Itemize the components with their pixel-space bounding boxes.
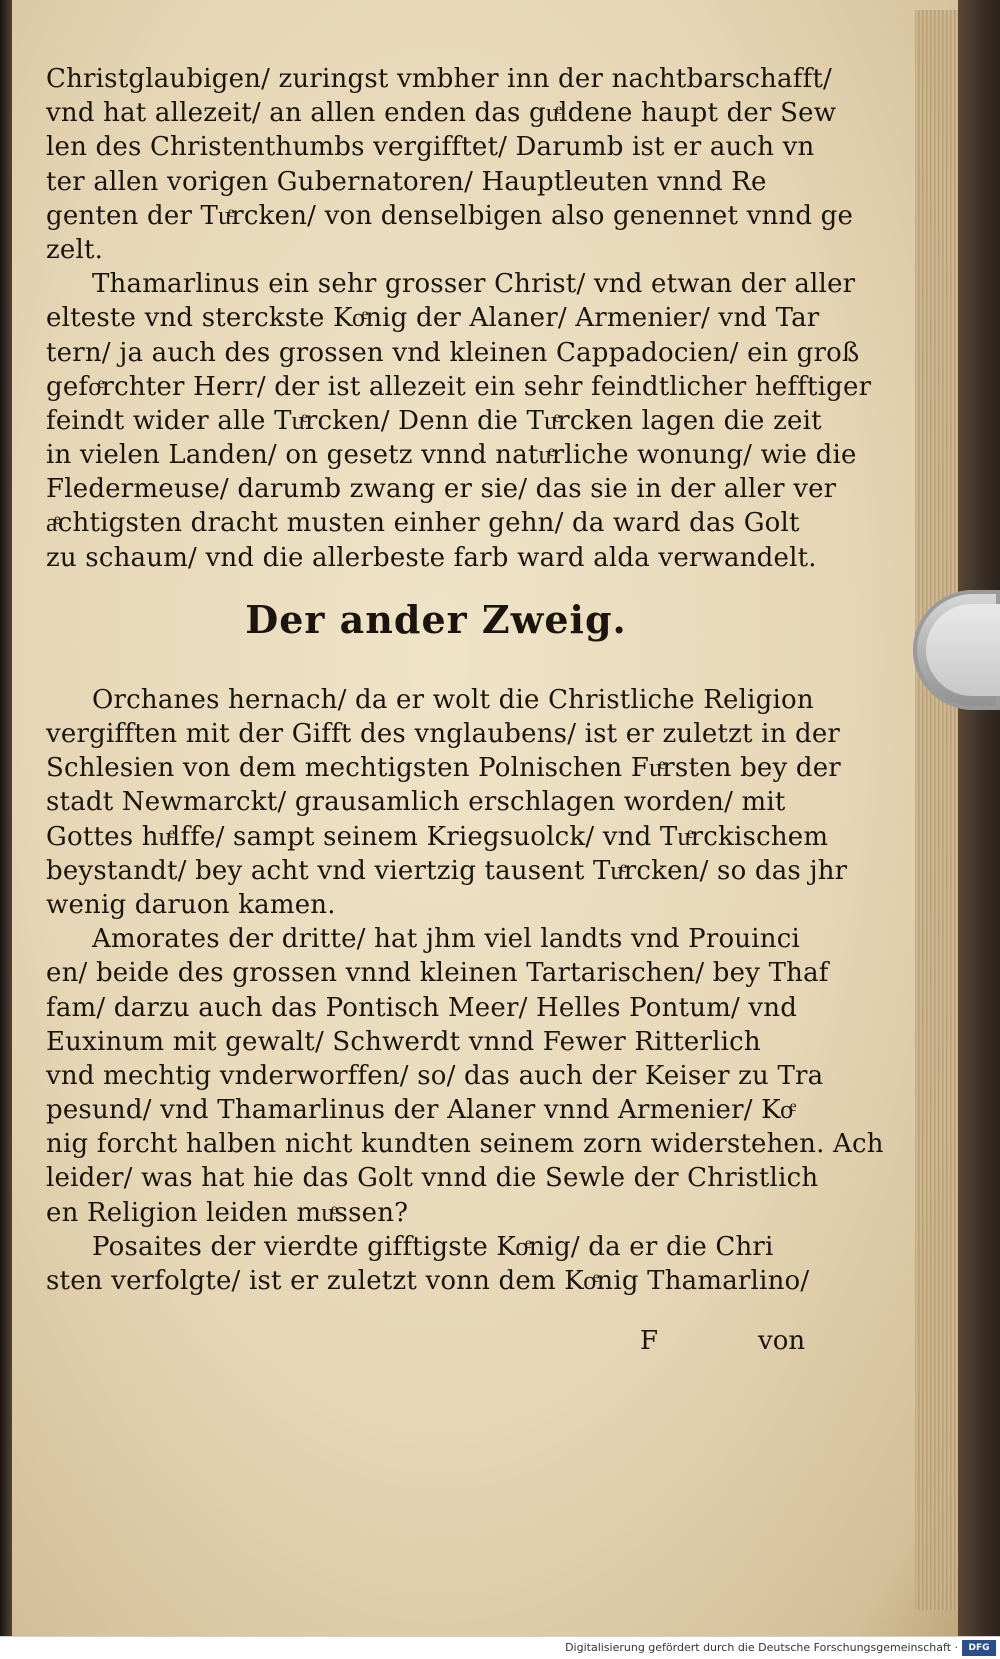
text-line: beystandt/ bey acht vnd viertzig tausent Tuͤrcken/ so das jhr	[46, 855, 848, 886]
text-line: Euxinum mit gewalt/ Schwerdt vnnd Fewer Ritterlich	[46, 1026, 761, 1057]
text-line: gefoͤrchter Herr/ der ist allezeit ein sehr feindtlicher hefftiger	[46, 371, 872, 402]
text-line: en/ beide des grossen vnnd kleinen Tartarischen/ bey Thaf	[46, 958, 829, 989]
text-line: zelt.	[46, 234, 104, 265]
paragraph-3	[46, 683, 848, 922]
text-line: aͤchtigsten dracht musten einher gehn/ da ward das Golt	[46, 508, 800, 539]
signature-mark: F	[640, 1326, 659, 1356]
text-line: Fledermeuse/ darumb zwang er sie/ das sie in der aller ver	[46, 474, 837, 505]
text-line: ter allen vorigen Gubernatoren/ Hauptleuten vnnd Re	[46, 166, 767, 197]
text-line: vergifften mit der Gifft des vnglaubens/ ist er zuletzt in der	[46, 719, 841, 749]
catchword: von	[758, 1326, 806, 1356]
text-line: in vielen Landen/ on gesetz vnnd natuͤrliche wonung/ wie die	[46, 440, 857, 471]
text-line: fam/ darzu auch das Pontisch Meer/ Helles Pontum/ vnd	[46, 992, 798, 1023]
text-line: Amorates der dritte/ hat jhm viel landts vnd Prouinci	[92, 924, 800, 955]
paragraph-5	[46, 1230, 826, 1298]
paragraph-2	[46, 267, 872, 575]
book-fore-edge	[958, 0, 1000, 1636]
text-line: Orchanes hernach/ da er wolt die Christliche Religion	[92, 684, 814, 715]
text-line: Thamarlinus ein sehr grosser Christ/ vnd etwan der aller	[92, 269, 856, 300]
text-line: tern/ ja auch des grossen vnd kleinen Cappadocien/ ein groß	[46, 337, 860, 368]
text-line: leider/ was hat hie das Golt vnnd die Sewle der Christlich	[46, 1163, 819, 1194]
text-line: zu schaum/ vnd die allerbeste farb ward alda verwandelt.	[46, 542, 817, 573]
text-line: vnd hat allezeit/ an allen enden das guͤldene haupt der Sew	[46, 98, 837, 129]
text-line: stadt Newmarckt/ grausamlich erschlagen worden/ mit	[46, 787, 786, 818]
text-line: Schlesien von dem mechtigsten Polnischen Fuͤrsten bey der	[46, 753, 841, 784]
text-line: pesund/ vnd Thamarlinus der Alaner vnnd Armenier/ Koͤ	[46, 1095, 794, 1126]
text-line: Posaites der vierdte gifftigste Koͤnig/ da er die Chri	[92, 1231, 774, 1262]
paragraph-4	[46, 922, 884, 1230]
footer-bar	[0, 1636, 1000, 1659]
text-line: elteste vnd sterckste Koͤnig der Alaner/ Armenier/ vnd Tar	[46, 303, 820, 334]
text-line: nig forcht halben nicht kundten seinem zorn widerstehen. Ach	[46, 1129, 884, 1160]
text-line: Christglaubigen/ zuringst vmbher inn der nachtbarschafft/	[46, 64, 832, 94]
section-heading: Der ander Zweig.	[245, 596, 627, 642]
page-edge-shading	[915, 10, 960, 1610]
text-line: genten der Tuͤrcken/ von denselbigen also genennet vnnd ge	[46, 200, 854, 231]
page-text	[46, 62, 884, 1298]
paragraph-1	[46, 62, 854, 267]
text-line: feindt wider alle Tuͤrcken/ Denn die Tuͤrcken lagen die zeit	[46, 405, 822, 436]
text-line: en Religion leiden muͤssen?	[46, 1197, 409, 1228]
text-line: wenig daruon kamen.	[46, 889, 336, 920]
text-line: vnd mechtig vnderworffen/ so/ das auch der Keiser zu Tra	[46, 1060, 824, 1091]
text-line: len des Christenthumbs vergifftet/ Darumb ist er auch vn	[46, 132, 815, 163]
text-line: Gottes huͤlffe/ sampt seinem Kriegsuolck/ vnd Tuͤrckischem	[46, 821, 829, 852]
text-line: sten verfolgte/ ist er zuletzt vonn dem Koͤnig Thamarlino/	[46, 1266, 810, 1296]
dfg-logo: DFG	[962, 1640, 996, 1656]
funding-notice: Digitalisierung gefördert durch die Deutsche Forschungsgemeinschaft ·	[565, 1641, 958, 1654]
